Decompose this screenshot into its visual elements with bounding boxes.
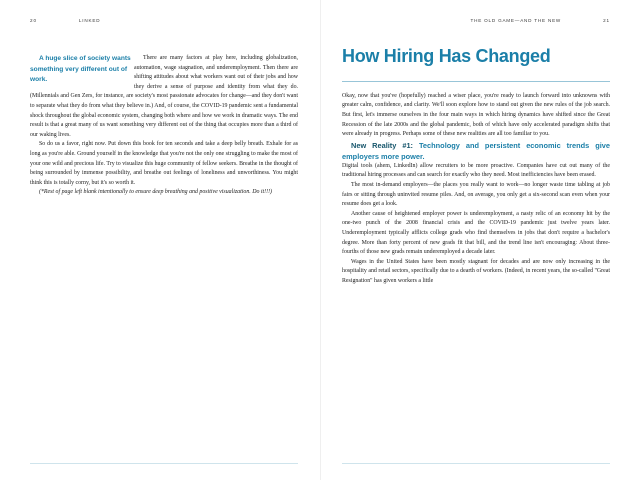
left-folio: 20 (30, 18, 37, 23)
right-running-head (342, 18, 610, 28)
left-bottom-rule (30, 463, 298, 464)
right-paragraph-4: Wages in the United States have been mostly stagnant for decades and are now only increasing in the hospitality and retail sectors, specifically due to a dearth of workers. (Indeed, in recent years, the so-called "Great Resignation" has given workers a little (342, 258, 610, 284)
left-running-head (30, 18, 298, 28)
pull-quote: A huge slice of society wants something very different out of work. (30, 55, 131, 83)
right-intro-paragraph: Okay, now that you've (hopefully) reached a wiser place, you're ready to launch forward into unknowns with greater calm, confidence, and clarity. We'll soon explore how to stand out given the new rules of the job search. But first, let's immerse ourselves in the four main ways in which hiring dynamics have shifted since the Great Recession of the late 2000s and the global pandemic, both of which have only accelerated paradigm shifts that were already in progress. Perhaps some of these new realities are all too familiar to you. (342, 92, 610, 138)
right-body-text (342, 92, 610, 287)
subhead-new-reality-1 (342, 140, 610, 162)
right-page (320, 0, 640, 480)
right-bottom-rule (342, 463, 610, 464)
right-paragraph-1: Digital tools (ahem, LinkedIn) allow recruiters to be more proactive. Companies have cut out many of the traditional hiring processes and can search for exactly who they need. Most inefficiencies have been erased. (342, 162, 610, 179)
right-paragraph-2: The most in-demand employers—the places you really want to work—no longer waste time tabling at job fairs or sitting through uninvited resume piles. And, on average, you only get a six-second scan even when your resume does get a look. (342, 181, 610, 208)
chapter-title: How Hiring Has Changed (342, 46, 551, 66)
left-running-head-title: LINKED (78, 18, 101, 23)
left-paragraph-1: There are many factors at play here, including globalization, automation, wage stagnation, and underemployment. Then there are shifting attitudes about what workers want out of their jobs and how they derive a sense of purpose and identity from what they do. (Millennials and Gen Zers, for instance, are society's most passionate advocates for change—and they don't want to separate what they do from what they believe in.) And, of course, the COVID-19 pandemic sent a fundamental shock throughout the global economic system, changing both where and how we work in dramatic ways. The end result is that a great many of us want something very different out of the thing that occupies more than a third of our waking lives. (30, 55, 298, 138)
right-paragraph-3: Another cause of heightened employer power is underemployment, a nasty relic of an economy hit by the one-two punch of the 2008 financial crisis and the COVID-19 pandemic just twelve years later. Underemployment typically afflicts college grads who find themselves in jobs that don't require a bachelor's degree. More than forty percent of new grads fit that bill, and the trend line isn't encouraging: About three-fourths of those new grads remain underemployed a decade later. (342, 210, 610, 256)
left-body-text (30, 54, 298, 198)
subhead-label: New Reality #1: (351, 140, 414, 150)
right-running-head-title: THE OLD GAME—AND THE NEW (470, 18, 562, 23)
right-folio: 21 (603, 18, 610, 23)
page-note: (*Rest of page left blank intentionally to ensure deep breathing and positive visualization. Do it!!!) (39, 189, 273, 196)
left-paragraph-2: So do us a favor, right now. Put down this book for ten seconds and take a deep belly breath. Exhale for as long as you're able. Ground yourself in the knowledge that you're not the only one struggling to make the most of your one wild and precious life. Try to visualize this huge community of fellow seekers. Breathe in the thought of being surrounded by immense possibility, and breathe out feelings of loneliness and unworthiness. You might think this is totally corny, but it's so worth it. (30, 141, 298, 186)
subhead-text: Technology and persistent economic trends give employers more power. (342, 140, 610, 161)
chapter-rule (342, 81, 610, 82)
